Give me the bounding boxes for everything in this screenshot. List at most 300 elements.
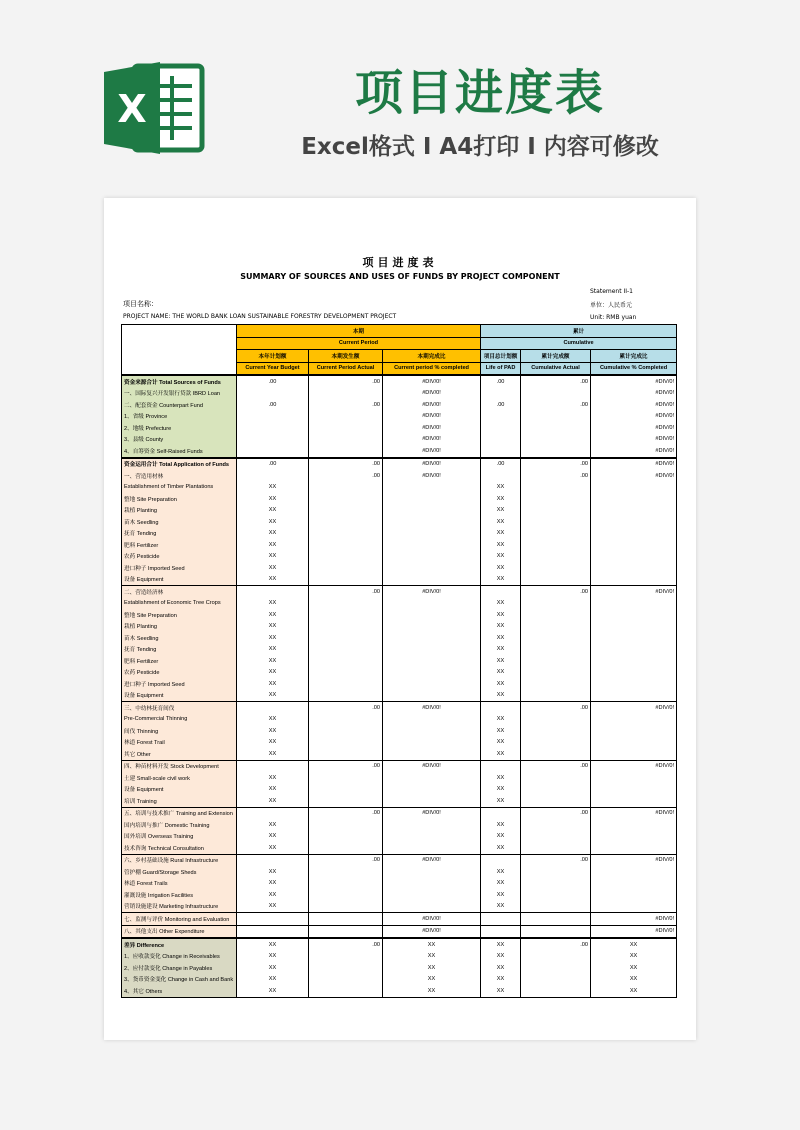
table-row [122,938,677,951]
table-cell: .00 [237,458,309,471]
table-cell: XX [237,795,309,807]
table-cell [383,678,481,690]
table-cell: .00 [521,375,591,388]
table-cell [521,621,591,633]
logo-letter: X [117,87,147,131]
table-cell: XX [237,528,309,540]
table-cell [383,795,481,807]
table-cell: .00 [481,458,521,471]
table-cell: .00 [521,458,591,471]
table-row [122,737,677,749]
table-cell [521,878,591,890]
table-row [122,831,677,843]
row-label: 一、国际复兴开发银行贷款 IBRD Loan [122,388,237,400]
table-cell [383,725,481,737]
table-cell [309,889,383,901]
table-cell: XX [481,678,521,690]
row-label: 国外培训 Overseas Training [122,831,237,843]
table-cell [237,913,309,926]
table-cell: XX [481,795,521,807]
table-row [122,551,677,563]
table-row [122,562,677,574]
table-cell [383,748,481,760]
table-cell [309,842,383,854]
table-cell: XX [237,901,309,913]
table-row [122,667,677,679]
table-cell: #DIV/0! [591,375,677,388]
table-cell [383,528,481,540]
table-row [122,422,677,434]
table-cell: XX [237,632,309,644]
table-cell [309,434,383,446]
row-label: 栽植 Planting [122,505,237,517]
table-cell [383,889,481,901]
table-cell [591,574,677,586]
table-cell [591,516,677,528]
table-cell: #DIV/0! [591,854,677,866]
table-cell [481,807,521,819]
table-cell [521,962,591,974]
table-cell [521,574,591,586]
col-header-cn: 本期完成比 [383,350,481,363]
table-cell: XX [481,574,521,586]
table-cell: #DIV/0! [591,807,677,819]
row-label: 1、应收款变化 Change in Receivables [122,951,237,963]
table-cell [591,725,677,737]
table-cell [237,586,309,598]
table-cell: XX [481,784,521,796]
table-cell: XX [481,562,521,574]
table-cell: #DIV/0! [383,807,481,819]
table-cell [591,795,677,807]
table-cell [383,655,481,667]
table-cell: XX [237,784,309,796]
table-cell: XX [481,819,521,831]
table-cell [591,551,677,563]
cumulative-en: Cumulative [481,337,677,350]
table-cell [383,609,481,621]
table-cell: .00 [309,854,383,866]
table-cell: .00 [521,854,591,866]
table-row [122,772,677,784]
doc-title-en: SUMMARY OF SOURCES AND USES OF FUNDS BY PROJECT COMPONENT [240,272,560,281]
table-row [122,901,677,913]
table-cell: XX [481,632,521,644]
table-cell [309,574,383,586]
table-row [122,866,677,878]
table-cell [383,667,481,679]
table-cell [383,539,481,551]
table-cell: .00 [521,586,591,598]
excel-icon [100,58,210,158]
table-cell [481,913,521,926]
table-cell [481,470,521,482]
table-cell [237,411,309,423]
table-cell [383,842,481,854]
table-cell [309,962,383,974]
row-label: 设备 Equipment [122,784,237,796]
row-label: 六、乡村基础设施 Rural Infrastructure [122,854,237,866]
table-cell [309,748,383,760]
table-cell [383,598,481,610]
table-cell: XX [481,748,521,760]
table-cell [521,528,591,540]
table-cell: XX [481,539,521,551]
table-cell [309,866,383,878]
table-cell [383,878,481,890]
table-row [122,493,677,505]
table-cell: .00 [309,702,383,714]
table-cell [383,574,481,586]
row-label: 4、其它 Others [122,985,237,997]
row-label: 进口种子 Imported Seed [122,562,237,574]
table-cell: XX [237,574,309,586]
table-cell: #DIV/0! [591,586,677,598]
table-cell: .00 [237,375,309,388]
table-cell [309,878,383,890]
row-label: 栽植 Planting [122,621,237,633]
table-cell: XX [481,621,521,633]
table-cell [521,422,591,434]
table-cell [309,655,383,667]
col-header-cn: 本期发生额 [309,350,383,363]
table-cell [309,772,383,784]
col-header-en: Current period % completed [383,362,481,375]
col-header-en: Cumulative % Completed [591,362,677,375]
table-row [122,714,677,726]
table-row [122,375,677,388]
table-cell: XX [481,962,521,974]
table-cell: XX [481,737,521,749]
table-cell [237,760,309,772]
table-cell: XX [481,985,521,997]
row-label: 管护棚 Guard/Storage Sheds [122,866,237,878]
table-cell [309,609,383,621]
table-cell [591,655,677,667]
table-cell [591,866,677,878]
current-period-cn: 本期 [237,325,481,338]
table-cell [521,951,591,963]
table-row [122,962,677,974]
table-cell [521,925,591,938]
row-label: 进口种子 Imported Seed [122,678,237,690]
table-cell: XX [481,901,521,913]
table-cell: XX [591,974,677,986]
table-row [122,985,677,997]
row-label: 资金运用合计 Total Application of Funds [122,458,237,471]
table-cell: #DIV/0! [383,854,481,866]
table-cell: XX [237,938,309,951]
table-cell: XX [237,737,309,749]
table-row [122,784,677,796]
table-cell: #DIV/0! [591,470,677,482]
table-cell: #DIV/0! [591,913,677,926]
banner-subline: Excel格式 I A4打印 I 内容可修改 [301,134,659,160]
table-cell [309,551,383,563]
table-cell [591,493,677,505]
table-cell [309,621,383,633]
row-label: 整地 Site Preparation [122,493,237,505]
row-label: 抚育 Tending [122,528,237,540]
table-cell [309,951,383,963]
table-cell: XX [481,493,521,505]
table-cell: XX [481,725,521,737]
table-cell: XX [237,690,309,702]
table-cell: XX [481,974,521,986]
row-label: 设备 Equipment [122,574,237,586]
table-cell [521,795,591,807]
row-label: 四、种苗材料开发 Stock Development [122,760,237,772]
table-cell: .00 [237,399,309,411]
table-cell [591,831,677,843]
table-cell [521,551,591,563]
table-cell: XX [383,938,481,951]
table-row [122,725,677,737]
table-cell [521,690,591,702]
table-cell: XX [237,678,309,690]
table-cell [591,482,677,494]
table-cell [481,445,521,458]
table-row [122,702,677,714]
table-row [122,528,677,540]
table-row [122,574,677,586]
table-row [122,399,677,411]
row-label: 一、营造用材林 [122,470,237,482]
table-cell [383,690,481,702]
table-cell: XX [237,667,309,679]
table-cell [383,621,481,633]
table-cell: .00 [309,399,383,411]
table-cell [591,528,677,540]
table-cell: .00 [481,375,521,388]
table-cell: XX [481,667,521,679]
table-cell: XX [237,889,309,901]
table-cell [591,784,677,796]
table-cell [521,445,591,458]
table-cell: XX [481,831,521,843]
table-cell: #DIV/0! [383,458,481,471]
row-label: 培训 Training [122,795,237,807]
row-label: 肥料 Fertilizer [122,539,237,551]
table-cell [309,667,383,679]
table-cell [237,434,309,446]
table-cell: #DIV/0! [591,422,677,434]
table-cell [521,772,591,784]
row-label: 技术咨询 Technical Consultation [122,842,237,854]
table-cell [521,831,591,843]
table-cell [591,598,677,610]
table-cell [383,866,481,878]
table-row [122,644,677,656]
col-header-cn: 累计完成比 [591,350,677,363]
table-cell: XX [237,539,309,551]
row-label: 整地 Site Preparation [122,609,237,621]
table-cell: XX [237,621,309,633]
table-cell: .00 [521,470,591,482]
table-cell: .00 [521,399,591,411]
table-cell: XX [383,985,481,997]
table-cell [521,411,591,423]
table-cell [309,516,383,528]
table-cell [237,470,309,482]
table-cell [521,725,591,737]
table-row [122,655,677,667]
table-cell: XX [237,962,309,974]
table-cell [383,632,481,644]
table-cell [309,784,383,796]
table-cell [591,609,677,621]
table-cell [237,702,309,714]
table-cell: XX [237,725,309,737]
table-cell [521,539,591,551]
table-cell [237,807,309,819]
table-cell [521,644,591,656]
table-cell [309,795,383,807]
table-cell: XX [237,878,309,890]
table-cell: XX [237,819,309,831]
table-cell [383,562,481,574]
row-label: 灌溉设施 Irrigation Facilities [122,889,237,901]
table-cell [309,562,383,574]
table-cell: .00 [521,760,591,772]
table-cell [383,784,481,796]
row-label: 五、培训与技术推广 Training and Extension [122,807,237,819]
table-cell [481,925,521,938]
table-cell [309,714,383,726]
table-cell [237,422,309,434]
table-cell: XX [481,690,521,702]
table-cell: #DIV/0! [383,445,481,458]
table-cell [309,974,383,986]
table-cell [481,388,521,400]
table-cell: XX [481,598,521,610]
table-row [122,539,677,551]
table-cell: XX [237,493,309,505]
table-cell [591,842,677,854]
table-cell [521,598,591,610]
table-cell [521,655,591,667]
table-cell: XX [481,609,521,621]
row-label: 2、应付款变化 Change in Payables [122,962,237,974]
current-period-en: Current Period [237,337,481,350]
table-cell [521,562,591,574]
table-row [122,586,677,598]
row-label: 营销设施建设 Marketing Infrastructure [122,901,237,913]
table-cell: #DIV/0! [591,411,677,423]
table-cell [591,878,677,890]
row-label: 林道 Forest Trails [122,878,237,890]
table-cell [521,784,591,796]
table-cell: XX [237,842,309,854]
table-cell: #DIV/0! [591,458,677,471]
table-cell [591,889,677,901]
table-cell [309,690,383,702]
col-header-en: Life of PAD [481,362,521,375]
table-row [122,458,677,471]
table-cell: .00 [309,375,383,388]
table-row [122,878,677,890]
table-row [122,951,677,963]
table-cell: XX [237,974,309,986]
table-cell: #DIV/0! [591,702,677,714]
table-cell: .00 [481,399,521,411]
cumulative-cn: 累计 [481,325,677,338]
table-cell [521,493,591,505]
table-cell: XX [591,938,677,951]
table-row [122,678,677,690]
table-cell: #DIV/0! [591,445,677,458]
table-cell: XX [237,714,309,726]
col-header-cn: 本年计划额 [237,350,309,363]
table-row [122,598,677,610]
table-cell: #DIV/0! [383,388,481,400]
row-label: 林道 Forest Trail [122,737,237,749]
table-cell: XX [237,831,309,843]
table-cell [591,505,677,517]
table-cell [383,644,481,656]
row-label: 土建 Small-scale civil work [122,772,237,784]
project-name-cn: 项目名称： [123,300,158,308]
table-cell [521,748,591,760]
table-cell: #DIV/0! [591,399,677,411]
table-cell: XX [481,842,521,854]
table-cell [309,725,383,737]
table-cell: .00 [309,470,383,482]
table-cell: XX [237,748,309,760]
table-cell [521,714,591,726]
row-label: 二、配套资金 Counterpart Fund [122,399,237,411]
table-cell [383,901,481,913]
table-row [122,854,677,866]
row-label: 3、货币资金变化 Change in Cash and Bank [122,974,237,986]
table-cell: XX [237,866,309,878]
col-header-cn: 累计完成额 [521,350,591,363]
table-cell [591,737,677,749]
table-cell: XX [591,951,677,963]
table-cell [591,772,677,784]
table-cell [309,925,383,938]
table-cell: #DIV/0! [383,399,481,411]
table-cell: #DIV/0! [383,586,481,598]
progress-table [121,324,677,998]
table-row [122,388,677,400]
row-label: 资金来源合计 Total Sources of Funds [122,375,237,388]
table-cell [309,913,383,926]
table-cell [591,621,677,633]
table-cell [591,714,677,726]
table-cell [309,819,383,831]
table-cell [309,901,383,913]
table-cell: #DIV/0! [383,422,481,434]
row-label: 抚育 Tending [122,644,237,656]
table-row [122,760,677,772]
table-cell: XX [237,551,309,563]
table-cell: XX [481,528,521,540]
table-cell [521,388,591,400]
table-cell [309,831,383,843]
table-cell [521,482,591,494]
table-cell: XX [383,962,481,974]
table-row [122,913,677,926]
row-label: 七、监测与评价 Monitoring and Evaluation [122,913,237,926]
table-row [122,445,677,458]
table-cell: XX [591,962,677,974]
table-cell [481,422,521,434]
table-cell [591,819,677,831]
table-cell [383,772,481,784]
table-row [122,819,677,831]
table-cell [481,760,521,772]
